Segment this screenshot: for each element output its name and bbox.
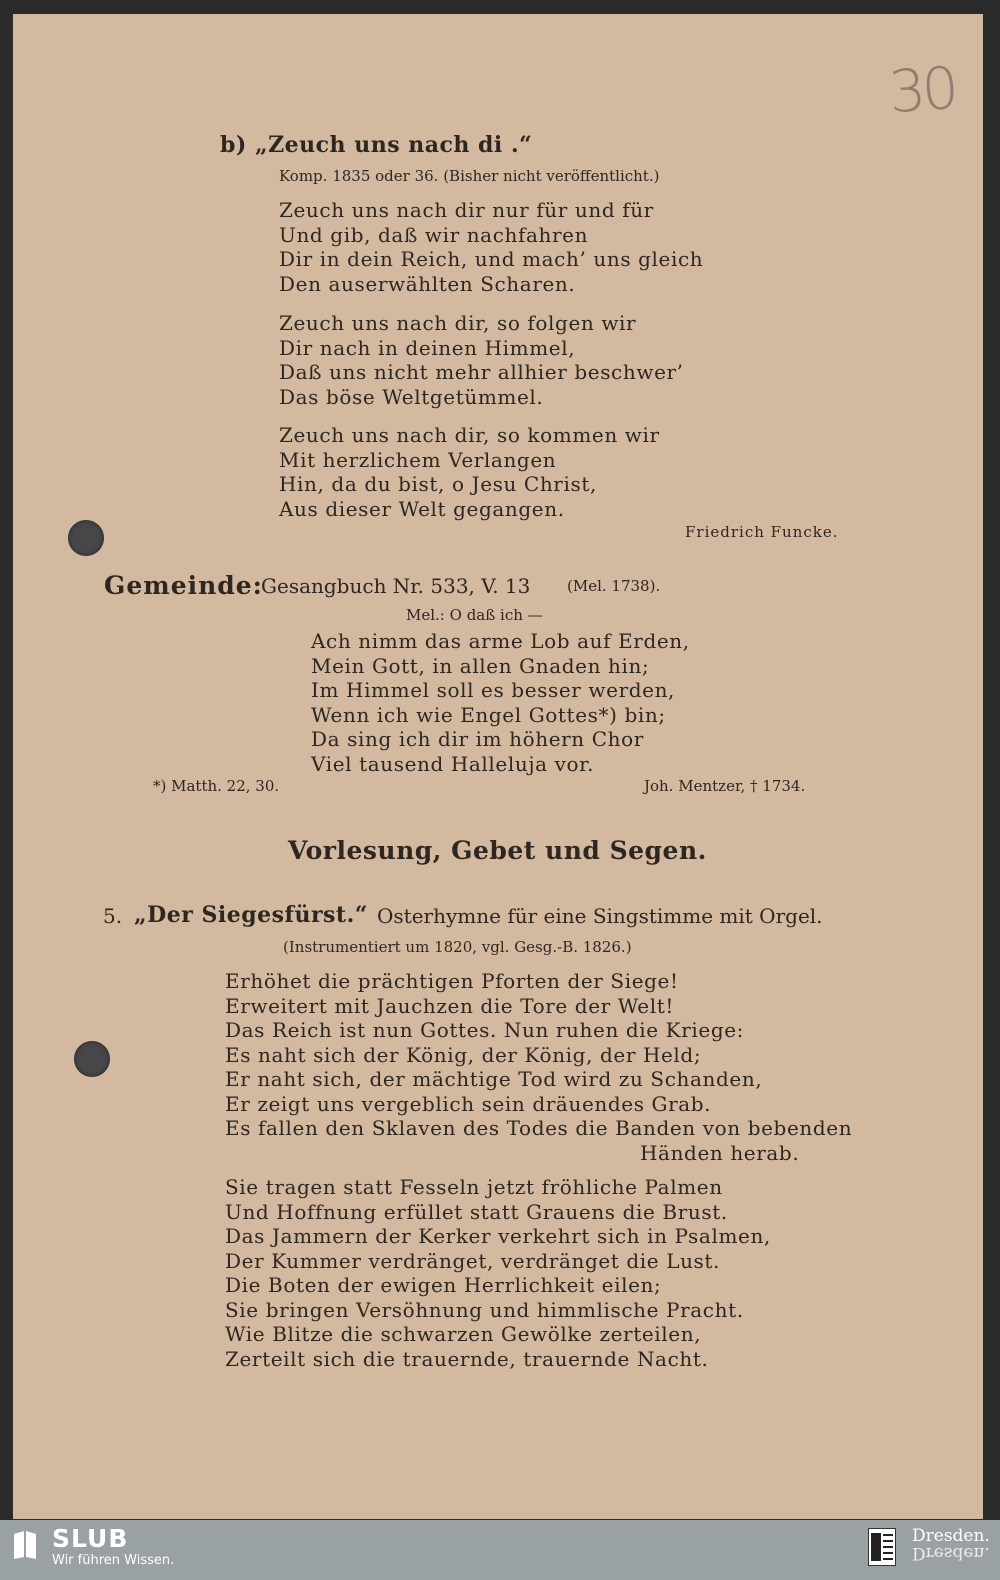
section-b-stanza-3	[279, 423, 660, 521]
section-5-number: 5.	[103, 904, 123, 928]
verse-line: Zerteilt sich die trauernde, trauernde Nacht.	[225, 1346, 709, 1371]
verse-line: Er naht sich, der mächtige Tod wird zu Schanden,	[225, 1067, 763, 1091]
section-5-title: „Der Siegesfürst.“	[134, 902, 368, 928]
verse-line: Es fallen den Sklaven des Todes die Banden von bebenden	[225, 1116, 853, 1140]
verse-line: Das Jammern der Kerker verkehrt sich in Psalmen,	[225, 1224, 771, 1248]
vorlesung-heading: Vorlesung, Gebet und Segen.	[288, 836, 707, 865]
verse-line: Dir in dein Reich, und mach’ uns gleich	[279, 247, 704, 271]
verse-line: Das Reich ist nun Gottes. Nun ruhen die Kriege:	[225, 1018, 744, 1042]
verse-line: Dir nach in deinen Himmel,	[279, 335, 576, 360]
verse-line: Und Hoffnung erfüllet statt Grauens die Brust.	[225, 1199, 728, 1224]
verse-line: Er zeigt uns vergeblich sein dräuendes Grab.	[225, 1091, 712, 1116]
gemeinde-author: Joh. Mentzer, † 1734.	[644, 777, 806, 795]
verse-line: Erweitert mit Jauchzen die Tore der Welt!	[225, 993, 674, 1018]
gemeinde-verse	[311, 629, 690, 776]
section-5-stanza-1	[225, 969, 852, 1141]
verse-line: Und gib, daß wir nachfahren	[279, 222, 589, 247]
verse-line: Aus dieser Welt gegangen.	[279, 496, 565, 521]
slub-book-icon[interactable]	[12, 1530, 38, 1560]
dresden-label[interactable]: Dresden.	[912, 1526, 990, 1546]
verse-line: Da sing ich dir im höhern Chor	[311, 727, 644, 751]
gemeinde-melody: Mel.: O daß ich —	[406, 606, 543, 624]
section-b-title: b) „Zeuch uns nach di .“	[220, 132, 533, 158]
scanned-page	[13, 14, 983, 1519]
verse-line: Mit herzlichem Verlangen	[279, 447, 557, 472]
verse-line: Den auserwählten Scharen.	[279, 271, 576, 296]
punch-hole	[68, 520, 104, 556]
verse-line: Der Kummer verdränget, verdränget die Lust.	[225, 1248, 721, 1273]
verse-line: Zeuch uns nach dir nur für und für	[279, 198, 654, 222]
gemeinde-mel-ref: (Mel. 1738).	[567, 577, 661, 595]
verse-line: Erhöhet die prächtigen Pforten der Siege!	[225, 969, 679, 993]
verse-line: Sie tragen statt Fesseln jetzt fröhliche Palmen	[225, 1175, 723, 1199]
verse-line: Daß uns nicht mehr allhier beschwer’	[279, 360, 684, 384]
verse-line: Es naht sich der König, der König, der Held;	[225, 1042, 702, 1067]
section-5-stanza-2	[225, 1175, 771, 1371]
footer-bar	[0, 1520, 1000, 1580]
verse-line: Im Himmel soll es besser werden,	[311, 678, 676, 702]
verse-line: Das böse Weltgetümmel.	[279, 384, 544, 409]
verse-line: Viel tausend Halleluja vor.	[311, 751, 595, 776]
verse-line: Wie Blitze die schwarzen Gewölke zerteilen,	[225, 1322, 702, 1346]
slub-brand[interactable]: SLUB	[52, 1524, 129, 1553]
verse-line: Zeuch uns nach dir, so folgen wir	[279, 311, 637, 335]
section-b-stanza-2	[279, 311, 684, 409]
section-5-subtitle: Osterhymne für eine Singstimme mit Orgel.	[377, 904, 823, 928]
punch-hole	[74, 1041, 110, 1077]
section-b-author: Friedrich Funcke.	[685, 523, 839, 541]
verse-line: Mein Gott, in allen Gnaden hin;	[311, 653, 650, 678]
dresden-coat-of-arms-icon[interactable]	[868, 1528, 896, 1566]
verse-line: Hin, da du bist, o Jesu Christ,	[279, 472, 597, 496]
gemeinde-ref: Gesangbuch Nr. 533, V. 13	[261, 574, 531, 598]
gemeinde-label: Gemeinde:	[104, 571, 263, 600]
gemeinde-footnote: *) Matth. 22, 30.	[153, 777, 280, 795]
verse-line: Wenn ich wie Engel Gottes*) bin;	[311, 702, 666, 727]
verse-line: Ach nimm das arme Lob auf Erden,	[311, 629, 690, 653]
verse-line: Die Boten der ewigen Herrlichkeit eilen;	[225, 1273, 662, 1297]
section-5-note: (Instrumentiert um 1820, vgl. Gesg.-B. 1826.)	[283, 938, 632, 956]
verse-line: Zeuch uns nach dir, so kommen wir	[279, 423, 660, 447]
section-b-stanza-1	[279, 198, 703, 296]
dresden-label-mirror: Dresden.	[912, 1543, 990, 1563]
section-5-stanza-1-continuation: Händen herab.	[640, 1141, 800, 1165]
section-b-note: Komp. 1835 oder 36. (Bisher nicht veröffentlicht.)	[279, 167, 660, 185]
slub-tagline: Wir führen Wissen.	[52, 1553, 175, 1568]
page-number: 30	[886, 53, 958, 127]
verse-line: Sie bringen Versöhnung und himmlische Pracht.	[225, 1297, 744, 1322]
